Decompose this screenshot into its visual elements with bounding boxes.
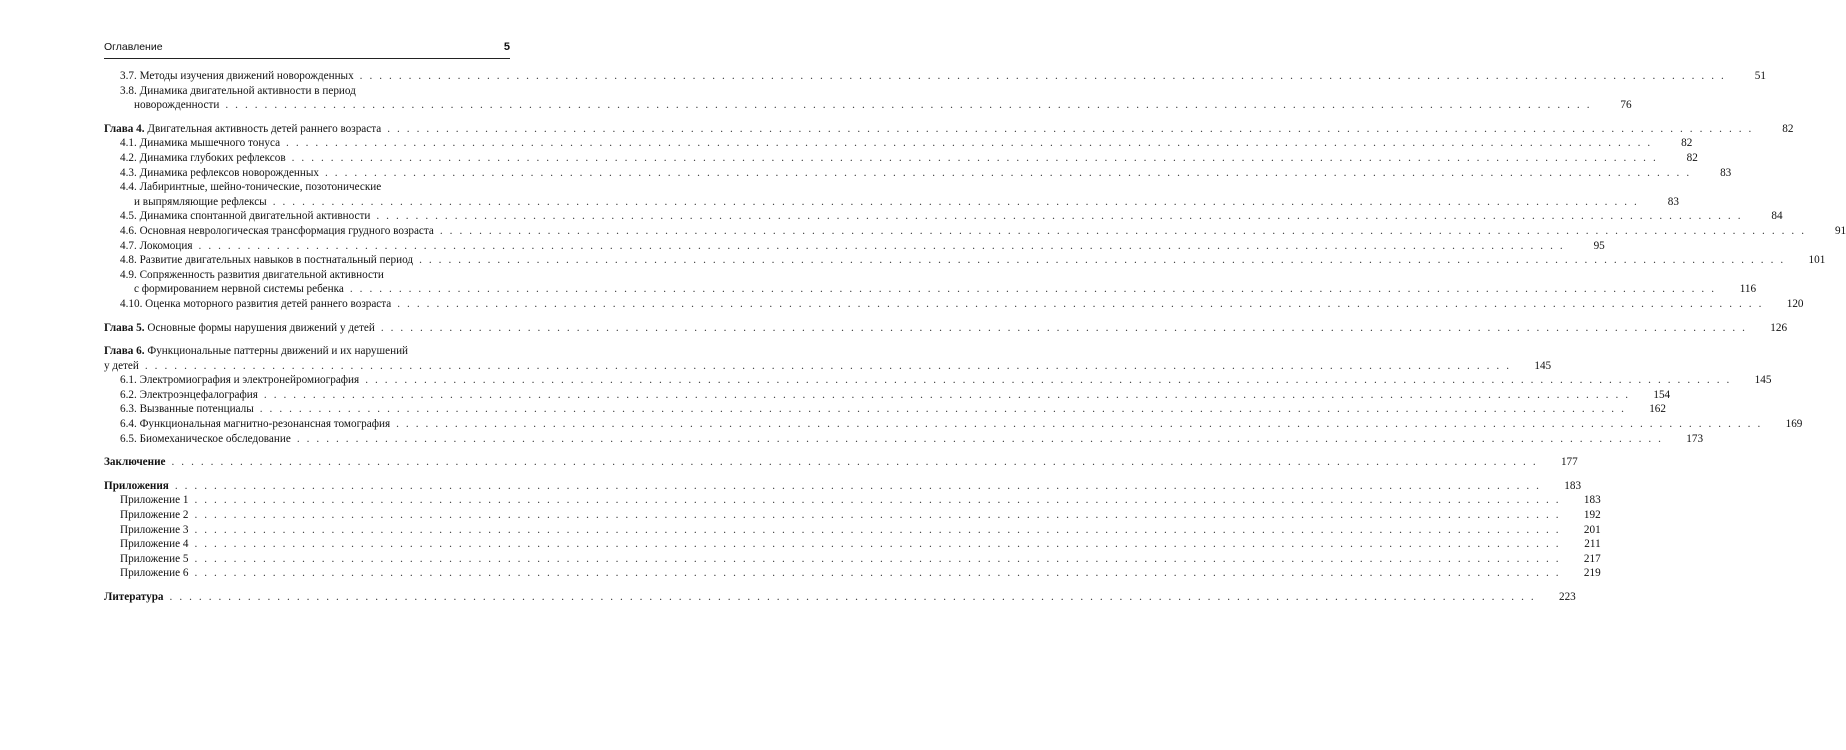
toc-entry-text xyxy=(120,493,188,508)
toc-entry-title-continuation: у детей xyxy=(104,359,139,372)
toc-entry-text xyxy=(120,523,188,538)
dot-leader: . . . . . . . . . . . . . . . . . . . . . . . . . . . . . . . . . . . . . . . . . . . . . . . . . . . . . . . . . . . . . . . . . . . . . . . . . . . . . . . . . . . . . . . . . . . . . . . . . . . . . . . . . . . . . . . . . . . . . . . . . . . . . . . . . . . . . . . . . . . . xyxy=(194,494,1561,507)
toc-entry-text xyxy=(120,432,291,447)
toc-entry-title: Электроэнцефалография xyxy=(139,388,258,401)
toc-page-number: 84 xyxy=(1771,210,1783,223)
toc-entry-text xyxy=(120,239,193,254)
toc-entry-line xyxy=(120,239,1605,254)
toc-page-number: 169 xyxy=(1785,418,1803,431)
toc-entry-line xyxy=(120,388,1671,403)
toc-entry-label: 4.6. xyxy=(120,224,137,237)
toc-entry[interactable] xyxy=(104,479,1582,494)
toc-entry-title: Динамика мышечного тонуса xyxy=(139,137,281,150)
toc-entry-label: 4.4. xyxy=(120,181,137,194)
toc-entry-label: Приложение 6 xyxy=(120,567,189,580)
toc-entry-label: 4.7. xyxy=(120,239,137,252)
toc-entry-line xyxy=(120,136,1693,151)
toc-entry-first-line xyxy=(120,180,510,195)
toc-entry-title-continuation: с формированием нервной системы ребенка xyxy=(134,283,344,296)
toc-entry-text xyxy=(120,297,391,312)
toc-entry[interactable] xyxy=(104,321,1788,336)
dot-leader: . . . . . . . . . . . . . . . . . . . . . . . . . . . . . . . . . . . . . . . . . . . . . . . . . . . . . . . . . . . . . . . . . . . . . . . . . . . . . . . . . . . . . . . . . . . . . . . . . . . . . . . . . . . . . . . . . . . . . . . . . . . . . . . . . . . . . . . . . . . . xyxy=(259,403,1626,416)
toc-entry-line xyxy=(104,455,1578,470)
dot-leader: . . . . . . . . . . . . . . . . . . . . . . . . . . . . . . . . . . . . . . . . . . . . . . . . . . . . . . . . . . . . . . . . . . . . . . . . . . . . . . . . . . . . . . . . . . . . . . . . . . . . . . . . . . . . . . . . . . . . . . . . . . . . . . . . . . . . . . . . . . . . xyxy=(365,374,1732,387)
toc-entry-title: Динамика рефлексов новорожденных xyxy=(139,166,320,179)
dot-leader: . . . . . . . . . . . . . . . . . . . . . . . . . . . . . . . . . . . . . . . . . . . . . . . . . . . . . . . . . . . . . . . . . . . . . . . . . . . . . . . . . . . . . . . . . . . . . . . . . . . . . . . . . . . . . . . . . . . . . . . . . . . . . . . . . . . . . . . . . . . . xyxy=(194,509,1561,522)
toc-entry[interactable] xyxy=(104,166,1732,181)
toc-entry-text xyxy=(120,69,354,84)
toc-page-number: 82 xyxy=(1782,122,1794,135)
toc-entry-label: Приложения xyxy=(104,479,169,492)
toc-entry[interactable] xyxy=(104,537,1601,552)
dot-leader: . . . . . . . . . . . . . . . . . . . . . . . . . . . . . . . . . . . . . . . . . . . . . . . . . . . . . . . . . . . . . . . . . . . . . . . . . . . . . . . . . . . . . . . . . . . . . . . . . . . . . . . . . . . . . . . . . . . . . . . . . . . . . . . . . . . . . . . . . . . . xyxy=(198,239,1565,252)
toc-entry-title: Локомоция xyxy=(139,239,193,252)
toc-entry[interactable] xyxy=(104,388,1671,403)
toc-entry-title: Оценка моторного развития детей раннего возраста xyxy=(145,297,392,310)
toc-page-number: 211 xyxy=(1584,538,1601,551)
toc-entry-title: Динамика спонтанной двигательной активности xyxy=(139,210,371,223)
toc-entry-text xyxy=(120,552,188,567)
toc-entry-title: Развитие двигательных навыков в постнатальный период xyxy=(139,254,414,267)
toc-entry[interactable] xyxy=(104,122,1794,137)
toc-entry[interactable] xyxy=(104,253,1826,268)
dot-leader: . . . . . . . . . . . . . . . . . . . . . . . . . . . . . . . . . . . . . . . . . . . . . . . . . . . . . . . . . . . . . . . . . . . . . . . . . . . . . . . . . . . . . . . . . . . . . . . . . . . . . . . . . . . . . . . . . . . . . . . . . . . . . . . . . . . . . . . . . . . . xyxy=(359,70,1726,82)
dot-leader: . . . . . . . . . . . . . . . . . . . . . . . . . . . . . . . . . . . . . . . . . . . . . . . . . . . . . . . . . . . . . . . . . . . . . . . . . . . . . . . . . . . . . . . . . . . . . . . . . . . . . . . . . . . . . . . . . . . . . . . . . . . . . . . . . . . . . . . . . . . . xyxy=(286,137,1653,150)
dot-leader: . . . . . . . . . . . . . . . . . . . . . . . . . . . . . . . . . . . . . . . . . . . . . . . . . . . . . . . . . . . . . . . . . . . . . . . . . . . . . . . . . . . . . . . . . . . . . . . . . . . . . . . . . . . . . . . . . . . . . . . . . . . . . . . . . . . . . . . . . . . . xyxy=(396,418,1763,431)
toc-page-number: 83 xyxy=(1667,195,1679,208)
toc-entry-title: Основные формы нарушения движений у детей xyxy=(147,321,375,334)
dot-leader: . . . . . . . . . . . . . . . . . . . . . . . . . . . . . . . . . . . . . . . . . . . . . . . . . . . . . . . . . . . . . . . . . . . . . . . . . . . . . . . . . . . . . . . . . . . . . . . . . . . . . . . . . . . . . . . . . . . . . . . . . . . . . . . . . . . . . . . . . . . . xyxy=(325,166,1692,179)
toc-entry-text xyxy=(120,166,319,181)
dot-leader: . . . . . . . . . . . . . . . . . . . . . . . . . . . . . . . . . . . . . . . . . . . . . . . . . . . . . . . . . . . . . . . . . . . . . . . . . . . . . . . . . . . . . . . . . . . . . . . . . . . . . . . . . . . . . . . . . . . . . . . . . . . . . . . . . . . . . . . . . . . . xyxy=(194,552,1561,565)
toc-entry[interactable] xyxy=(104,566,1601,581)
toc-entry-label: Приложение 5 xyxy=(120,552,189,565)
toc-page-number: 120 xyxy=(1786,297,1804,310)
toc-entry-label: 4.1. xyxy=(120,137,137,150)
toc-entry-label: Глава 4. xyxy=(104,122,145,135)
toc-entry-title: Биомеханическое обследование xyxy=(139,432,291,445)
toc-entry-text xyxy=(104,479,169,494)
dot-leader: . . . . . . . . . . . . . . . . . . . . . . . . . . . . . . . . . . . . . . . . . . . . . . . . . . . . . . . . . . . . . . . . . . . . . . . . . . . . . . . . . . . . . . . . . . . . . . . . . . . . . . . . . . . . . . . . . . . . . . . . . . . . . . . . . . . . . . . . . . . . xyxy=(194,523,1561,536)
dot-leader: . . . . . . . . . . . . . . . . . . . . . . . . . . . . . . . . . . . . . . . . . . . . . . . . . . . . . . . . . . . . . . . . . . . . . . . . . . . . . . . . . . . . . . . . . . . . . . . . . . . . . . . . . . . . . . . . . . . . . . . . . . . . . . . . . . . . . . . . . . . . xyxy=(419,254,1786,267)
toc-entry-line xyxy=(104,321,1788,336)
toc-entry-label: 6.2. xyxy=(120,388,137,401)
dot-leader: . . . . . . . . . . . . . . . . . . . . . . . . . . . . . . . . . . . . . . . . . . . . . . . . . . . . . . . . . . . . . . . . . . . . . . . . . . . . . . . . . . . . . . . . . . . . . . . . . . . . . . . . . . . . . . . . . . . . . . . . . . . . . . . . . . . . . . . . . . . . xyxy=(225,99,1592,112)
running-header xyxy=(104,40,510,54)
toc-page-number: 145 xyxy=(1754,374,1772,387)
toc-entry-line xyxy=(120,493,1601,508)
toc-entry-first-line xyxy=(104,344,510,359)
toc-entry[interactable] xyxy=(104,239,1605,254)
dot-leader: . . . . . . . . . . . . . . . . . . . . . . . . . . . . . . . . . . . . . . . . . . . . . . . . . . . . . . . . . . . . . . . . . . . . . . . . . . . . . . . . . . . . . . . . . . . . . . . . . . . . . . . . . . . . . . . . . . . . . . . . . . . . . . . . . . . . . . . . . . . . xyxy=(194,567,1561,580)
toc-entry-title: Функциональные паттерны движений и их нарушений xyxy=(147,345,409,358)
toc-entry[interactable] xyxy=(104,224,1846,239)
dot-leader: . . . . . . . . . . . . . . . . . . . . . . . . . . . . . . . . . . . . . . . . . . . . . . . . . . . . . . . . . . . . . . . . . . . . . . . . . . . . . . . . . . . . . . . . . . . . . . . . . . . . . . . . . . . . . . . . . . . . . . . . . . . . . . . . . . . . . . . . . . . . xyxy=(376,210,1743,223)
toc-entry-label: Приложение 3 xyxy=(120,523,189,536)
toc-entry[interactable] xyxy=(104,151,1698,166)
dot-leader: . . . . . . . . . . . . . . . . . . . . . . . . . . . . . . . . . . . . . . . . . . . . . . . . . . . . . . . . . . . . . . . . . . . . . . . . . . . . . . . . . . . . . . . . . . . . . . . . . . . . . . . . . . . . . . . . . . . . . . . . . . . . . . . . . . . . . . . . . . . . xyxy=(349,283,1717,296)
toc-entry-label: 4.9. xyxy=(120,268,137,281)
toc-entry-title: Двигательная активность детей раннего возраста xyxy=(147,122,382,135)
toc-entry-line xyxy=(120,523,1601,538)
dot-leader: . . . . . . . . . . . . . . . . . . . . . . . . . . . . . . . . . . . . . . . . . . . . . . . . . . . . . . . . . . . . . . . . . . . . . . . . . . . . . . . . . . . . . . . . . . . . . . . . . . . . . . . . . . . . . . . . . . . . . . . . . . . . . . . . . . . . . . . . . . . . xyxy=(291,151,1658,164)
toc-page-number: 91 xyxy=(1834,224,1846,237)
toc-entry-line xyxy=(120,297,1804,312)
toc-entry-line xyxy=(120,508,1601,523)
toc-entry-text xyxy=(120,209,370,224)
toc-entry-line xyxy=(120,417,1803,432)
toc-entry[interactable] xyxy=(104,552,1601,567)
toc-entry-label: 6.3. xyxy=(120,403,137,416)
toc-entry[interactable] xyxy=(104,523,1601,538)
dot-leader: . . . . . . . . . . . . . . . . . . . . . . . . . . . . . . . . . . . . . . . . . . . . . . . . . . . . . . . . . . . . . . . . . . . . . . . . . . . . . . . . . . . . . . . . . . . . . . . . . . . . . . . . . . . . . . . . . . . . . . . . . . . . . . . . . . . . . . . . . . . . xyxy=(194,538,1561,551)
toc-entry[interactable] xyxy=(104,373,1772,388)
toc-page-number: 126 xyxy=(1770,321,1788,334)
toc-entry-label: Глава 5. xyxy=(104,321,145,334)
dot-leader: . . . . . . . . . . . . . . . . . . . . . . . . . . . . . . . . . . . . . . . . . . . . . . . . . . . . . . . . . . . . . . . . . . . . . . . . . . . . . . . . . . . . . . . . . . . . . . . . . . . . . . . . . . . . . . . . . . . . . . . . . . . . . . . . . . . . . . . . . . . . xyxy=(171,456,1538,469)
toc-entry-label: 4.3. xyxy=(120,166,137,179)
toc-entry-label: 6.5. xyxy=(120,432,137,445)
toc-entry-line xyxy=(120,69,1766,84)
toc-entry-last-line xyxy=(104,359,1552,374)
toc-entry-text xyxy=(104,455,165,470)
toc-page-number: 83 xyxy=(1720,166,1732,179)
toc-entry-text xyxy=(120,136,280,151)
toc-entry[interactable] xyxy=(104,590,1576,605)
toc-entry-line xyxy=(104,590,1576,605)
toc-page-number: 76 xyxy=(1620,99,1632,112)
toc-entry-text xyxy=(104,122,381,137)
toc-entry-label: Заключение xyxy=(104,456,166,469)
toc-entry-line xyxy=(104,122,1794,137)
toc-page-number: 219 xyxy=(1583,567,1601,580)
toc-entry-label: 6.4. xyxy=(120,418,137,431)
toc-entry-label: 4.8. xyxy=(120,254,137,267)
toc-page-number: 177 xyxy=(1560,456,1578,469)
toc-entry-title: Лабиринтные, шейно-тонические, позотонические xyxy=(139,181,382,194)
toc-entry-line xyxy=(120,537,1601,552)
toc-entry-text xyxy=(120,253,413,268)
toc-page-number: 183 xyxy=(1564,479,1582,492)
toc-entry[interactable] xyxy=(104,493,1601,508)
running-header-title: Оглавление xyxy=(104,41,163,53)
toc-entry[interactable] xyxy=(104,136,1693,151)
toc-entry-text xyxy=(104,590,164,605)
toc-entry-text xyxy=(120,224,434,239)
toc-entry-last-line xyxy=(120,282,1757,297)
toc-entry[interactable] xyxy=(104,84,1632,113)
page-number: 5 xyxy=(503,41,510,53)
toc-entry-first-line xyxy=(120,84,510,99)
toc-entry-line xyxy=(120,166,1732,181)
toc-entry-title-continuation: и выпрямляющие рефлексы xyxy=(134,195,267,208)
toc-entry-text xyxy=(120,388,258,403)
dot-leader: . . . . . . . . . . . . . . . . . . . . . . . . . . . . . . . . . . . . . . . . . . . . . . . . . . . . . . . . . . . . . . . . . . . . . . . . . . . . . . . . . . . . . . . . . . . . . . . . . . . . . . . . . . . . . . . . . . . . . . . . . . . . . . . . . . . . . . . . . . . . xyxy=(263,388,1631,401)
dot-leader: . . . . . . . . . . . . . . . . . . . . . . . . . . . . . . . . . . . . . . . . . . . . . . . . . . . . . . . . . . . . . . . . . . . . . . . . . . . . . . . . . . . . . . . . . . . . . . . . . . . . . . . . . . . . . . . . . . . . . . . . . . . . . . . . . . . . . . . . . . . . xyxy=(397,297,1764,310)
toc-page-number: 192 xyxy=(1583,509,1601,522)
toc-entry[interactable] xyxy=(104,432,1704,447)
toc-page-number: 173 xyxy=(1686,432,1704,445)
toc-entry-line xyxy=(120,224,1846,239)
toc-entry-label: 3.7. xyxy=(120,70,137,82)
toc-entry-last-line xyxy=(120,195,1679,210)
header-rule xyxy=(104,58,510,59)
toc-entry-title-continuation: новорожденности xyxy=(134,99,220,112)
toc-entry-label: Приложение 2 xyxy=(120,509,189,522)
toc-entry[interactable] xyxy=(104,344,1552,373)
toc-entry-text xyxy=(120,373,359,388)
table-of-contents xyxy=(104,69,1846,605)
dot-leader: . . . . . . . . . . . . . . . . . . . . . . . . . . . . . . . . . . . . . . . . . . . . . . . . . . . . . . . . . . . . . . . . . . . . . . . . . . . . . . . . . . . . . . . . . . . . . . . . . . . . . . . . . . . . . . . . . . . . . . . . . . . . . . . . . . . . . . . . . . . . xyxy=(439,224,1807,237)
dot-leader: . . . . . . . . . . . . . . . . . . . . . . . . . . . . . . . . . . . . . . . . . . . . . . . . . . . . . . . . . . . . . . . . . . . . . . . . . . . . . . . . . . . . . . . . . . . . . . . . . . . . . . . . . . . . . . . . . . . . . . . . . . . . . . . . . . . . . . . . . . . . xyxy=(144,359,1512,372)
toc-entry-line xyxy=(120,402,1666,417)
toc-entry-text xyxy=(120,402,254,417)
toc-entry-label: Глава 6. xyxy=(104,345,145,358)
toc-entry-label: Литература xyxy=(104,591,164,603)
toc-page-number: 51 xyxy=(1754,70,1766,82)
toc-entry-label: 4.5. xyxy=(120,210,137,223)
toc-page-number: 101 xyxy=(1808,254,1826,267)
toc-entry-first-line xyxy=(120,268,510,283)
toc-entry-label: 4.2. xyxy=(120,151,137,164)
toc-entry[interactable] xyxy=(104,69,1766,84)
toc-entry[interactable] xyxy=(104,508,1601,523)
toc-entry-title: Сопряженность развития двигательной активности xyxy=(139,268,384,281)
toc-entry-text xyxy=(120,417,390,432)
toc-page-number: 162 xyxy=(1649,403,1666,416)
dot-leader: . . . . . . . . . . . . . . . . . . . . . . . . . . . . . . . . . . . . . . . . . . . . . . . . . . . . . . . . . . . . . . . . . . . . . . . . . . . . . . . . . . . . . . . . . . . . . . . . . . . . . . . . . . . . . . . . . . . . . . . . . . . . . . . . . . . . . . . . . . . . xyxy=(380,321,1748,334)
toc-entry-title: Вызванные потенциалы xyxy=(139,403,254,416)
toc-entry-line xyxy=(120,432,1704,447)
toc-entry-text xyxy=(120,508,188,523)
toc-page-number: 116 xyxy=(1739,283,1757,296)
toc-entry-last-line xyxy=(120,98,1632,113)
toc-entry-title: Электромиография и электронейромиография xyxy=(139,374,360,387)
dot-leader: . . . . . . . . . . . . . . . . . . . . . . . . . . . . . . . . . . . . . . . . . . . . . . . . . . . . . . . . . . . . . . . . . . . . . . . . . . . . . . . . . . . . . . . . . . . . . . . . . . . . . . . . . . . . . . . . . . . . . . . . . . . . . . . . . . . . . . . . . . . . xyxy=(296,432,1664,445)
dot-leader: . . . . . . . . . . . . . . . . . . . . . . . . . . . . . . . . . . . . . . . . . . . . . . . . . . . . . . . . . . . . . . . . . . . . . . . . . . . . . . . . . . . . . . . . . . . . . . . . . . . . . . . . . . . . . . . . . . . . . . . . . . . . . . . . . . . . . . . . . . . . xyxy=(174,479,1542,492)
toc-page-number: 223 xyxy=(1558,591,1576,603)
toc-entry-text xyxy=(120,566,188,581)
toc-entry-text xyxy=(104,321,375,336)
toc-entry-label: 6.1. xyxy=(120,374,137,387)
toc-entry-title: Методы изучения движений новорожденных xyxy=(139,70,354,82)
toc-entry-text xyxy=(120,537,188,552)
toc-entry-line xyxy=(120,151,1698,166)
toc-entry-label: 4.10. xyxy=(120,297,143,310)
toc-entry-line xyxy=(120,566,1601,581)
toc-entry[interactable] xyxy=(104,180,1679,209)
toc-entry-title: Динамика двигательной активности в период xyxy=(139,84,356,97)
toc-page-number: 183 xyxy=(1583,494,1601,507)
toc-entry-line xyxy=(120,552,1601,567)
toc-entry[interactable] xyxy=(104,209,1783,224)
toc-entry-line xyxy=(120,209,1783,224)
toc-entry-title: Функциональная магнитно-резонансная томография xyxy=(139,418,391,431)
toc-entry-line xyxy=(120,373,1772,388)
toc-entry-title: Основная неврологическая трансформация грудного возраста xyxy=(139,224,434,237)
toc-entry[interactable] xyxy=(104,402,1666,417)
toc-entry[interactable] xyxy=(104,268,1757,297)
toc-entry[interactable] xyxy=(104,297,1804,312)
toc-page-number: 95 xyxy=(1593,239,1605,252)
toc-entry[interactable] xyxy=(104,417,1803,432)
toc-page-number: 82 xyxy=(1686,151,1698,164)
toc-entry-label: 3.8. xyxy=(120,84,137,97)
dot-leader: . . . . . . . . . . . . . . . . . . . . . . . . . . . . . . . . . . . . . . . . . . . . . . . . . . . . . . . . . . . . . . . . . . . . . . . . . . . . . . . . . . . . . . . . . . . . . . . . . . . . . . . . . . . . . . . . . . . . . . . . . . . . . . . . . . . . . . . . . . . . xyxy=(272,195,1639,208)
dot-leader: . . . . . . . . . . . . . . . . . . . . . . . . . . . . . . . . . . . . . . . . . . . . . . . . . . . . . . . . . . . . . . . . . . . . . . . . . . . . . . . . . . . . . . . . . . . . . . . . . . . . . . . . . . . . . . . . . . . . . . . . . . . . . . . . . . . . . . . . . . . . xyxy=(387,122,1754,135)
dot-leader: . . . . . . . . . . . . . . . . . . . . . . . . . . . . . . . . . . . . . . . . . . . . . . . . . . . . . . . . . . . . . . . . . . . . . . . . . . . . . . . . . . . . . . . . . . . . . . . . . . . . . . . . . . . . . . . . . . . . . . . . . . . . . . . . . . . . . . . . . . . . xyxy=(169,591,1536,603)
toc-entry-line xyxy=(120,253,1826,268)
toc-page-number: 217 xyxy=(1583,552,1601,565)
toc-entry[interactable] xyxy=(104,455,1578,470)
toc-entry-line xyxy=(104,479,1582,494)
toc-entry-label: Приложение 1 xyxy=(120,494,189,507)
toc-page-number: 145 xyxy=(1534,359,1552,372)
toc-page-number: 82 xyxy=(1681,137,1693,150)
toc-entry-label: Приложение 4 xyxy=(120,538,189,551)
toc-entry-title: Динамика глубоких рефлексов xyxy=(139,151,286,164)
toc-entry-text xyxy=(120,151,286,166)
toc-page-number: 154 xyxy=(1653,388,1671,401)
toc-page-number: 201 xyxy=(1583,523,1601,536)
